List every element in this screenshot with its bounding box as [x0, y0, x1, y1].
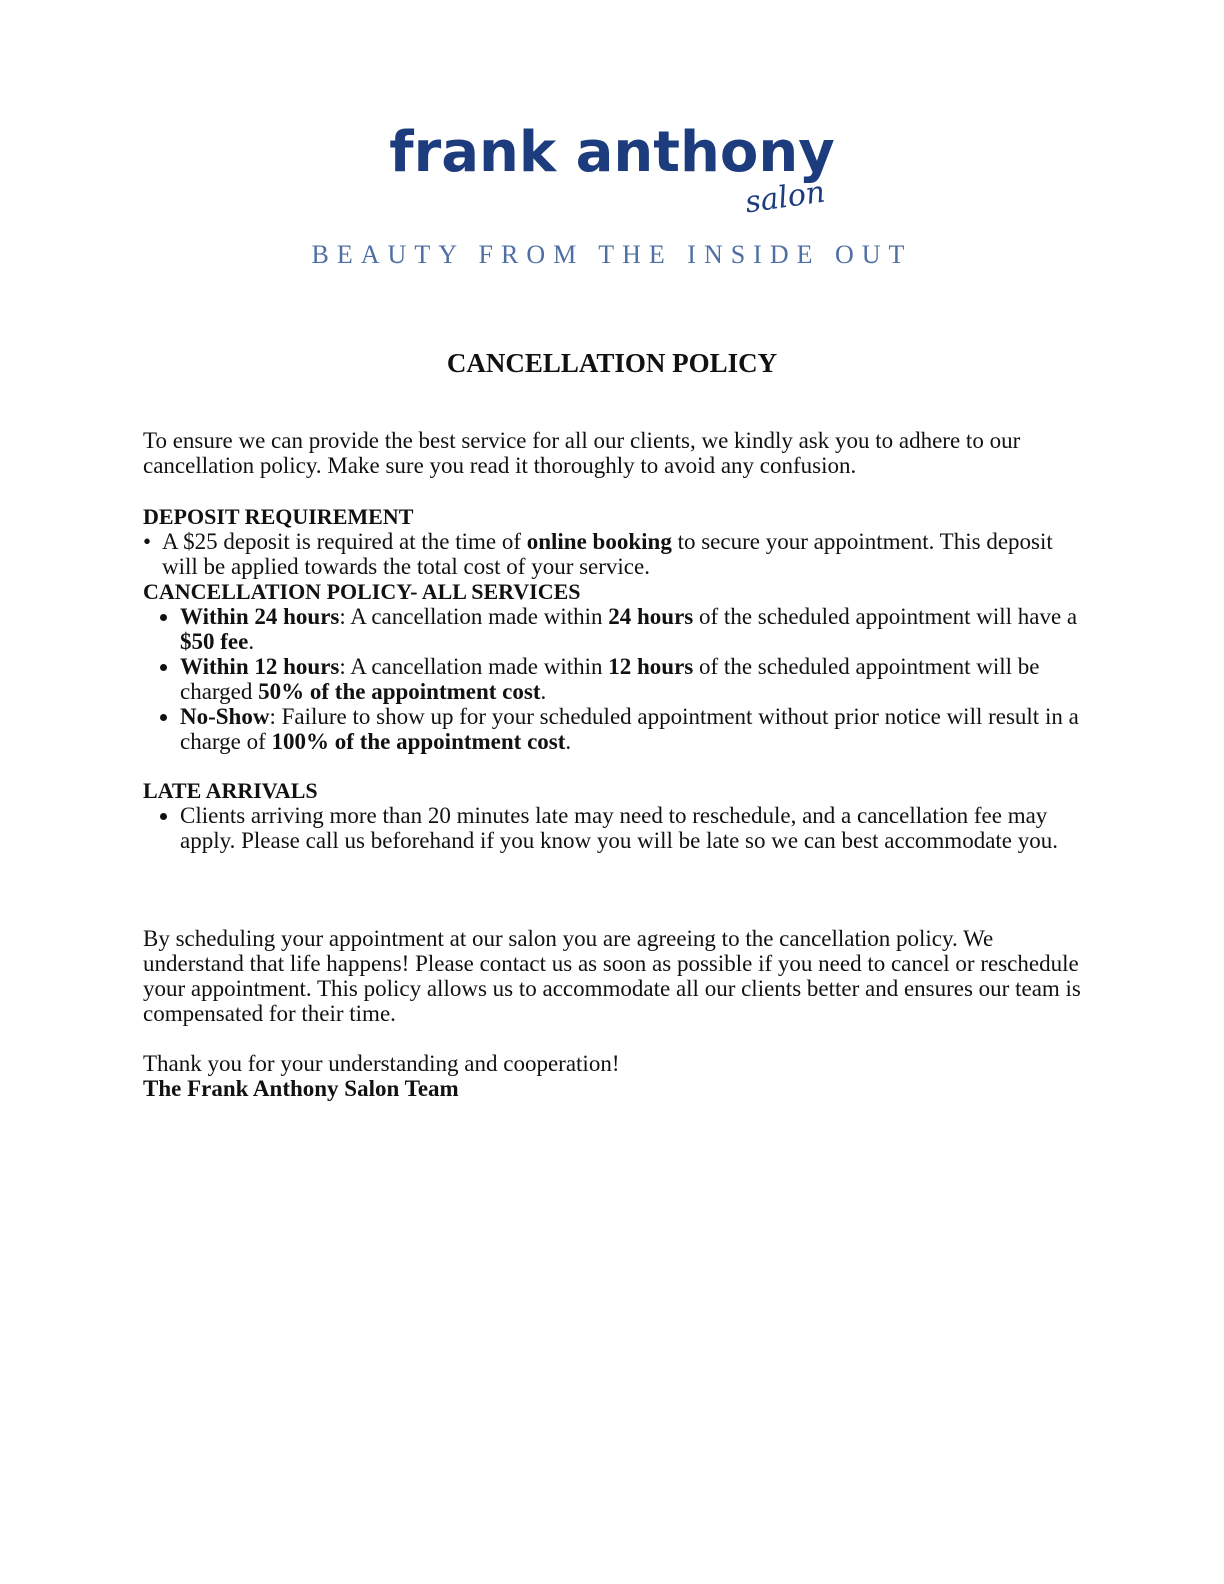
policy-body: [143, 428, 1083, 1101]
deposit-text-before: A $25 deposit is required at the time of: [162, 529, 527, 554]
late-list: [143, 803, 1083, 853]
item-bold: $50 fee: [180, 629, 249, 654]
item-text: : Failure to show up for your scheduled appointment without prior notice will result in a charge of: [180, 704, 1079, 754]
logo-script: salon: [742, 174, 828, 221]
logo-wordmark: frank anthony: [389, 120, 835, 185]
intro-paragraph: To ensure we can provide the best service for all our clients, we kindly ask you to adhere to our cancellation policy. Make sure you read it thoroughly to avoid any confusion.: [143, 428, 1021, 478]
bullet-icon: •: [143, 529, 152, 554]
deposit-bold: online booking: [526, 529, 672, 554]
deposit-text-after: to secure your appointment. This deposit will be applied towards the total cost of your service.: [162, 529, 1053, 579]
late-heading: LATE ARRIVALS: [143, 778, 318, 803]
signature: [143, 1076, 1083, 1101]
cancellation-heading: CANCELLATION POLICY- ALL SERVICES: [143, 579, 581, 604]
item-text: .: [540, 679, 547, 704]
item-text: .: [248, 629, 255, 654]
salon-logo: [0, 118, 1224, 188]
item-text: of the scheduled appointment will be charged: [180, 654, 1040, 704]
deposit-heading: DEPOSIT REQUIREMENT: [143, 504, 414, 529]
tagline: BEAUTY FROM THE INSIDE OUT: [311, 240, 913, 269]
list-item: [180, 704, 1083, 754]
closing-paragraph: By scheduling your appointment at our salon you are agreeing to the cancellation policy. We understand that life happens! Please contact us as soon as possible if you need to cancel or reschedule your appointment. This policy allows us to accommodate all our clients better and ensures our team is compensated for their time.: [143, 926, 1081, 1026]
list-item: [180, 654, 1083, 704]
item-label: No-Show: [180, 704, 270, 729]
item-bold: 24 hours: [608, 604, 694, 629]
deposit-item: [143, 529, 1083, 579]
item-text: : A cancellation made within: [339, 604, 609, 629]
item-bold: 100% of the appointment cost: [271, 729, 566, 754]
thanks-line: Thank you for your understanding and cooperation!: [143, 1051, 620, 1076]
item-text: of the scheduled appointment will have a: [693, 604, 1078, 629]
item-bold: 50% of the appointment cost: [258, 679, 541, 704]
page-title: CANCELLATION POLICY: [446, 348, 778, 378]
list-item: • Clients arriving more than 20 minutes late may need to reschedule, and a cancellation fee may apply. Please call us beforehand if you know you will be late so we can best accommodate you.: [180, 803, 1083, 853]
item-text: .: [565, 729, 572, 754]
item-label: Within 12 hours: [180, 654, 340, 679]
signature-text: The Frank Anthony Salon Team: [143, 1076, 459, 1101]
item-text: : A cancellation made within: [339, 654, 609, 679]
item-bold: 12 hours: [608, 654, 694, 679]
list-item: [180, 604, 1083, 654]
cancellation-list: [143, 604, 1083, 754]
item-label: Within 24 hours: [180, 604, 340, 629]
